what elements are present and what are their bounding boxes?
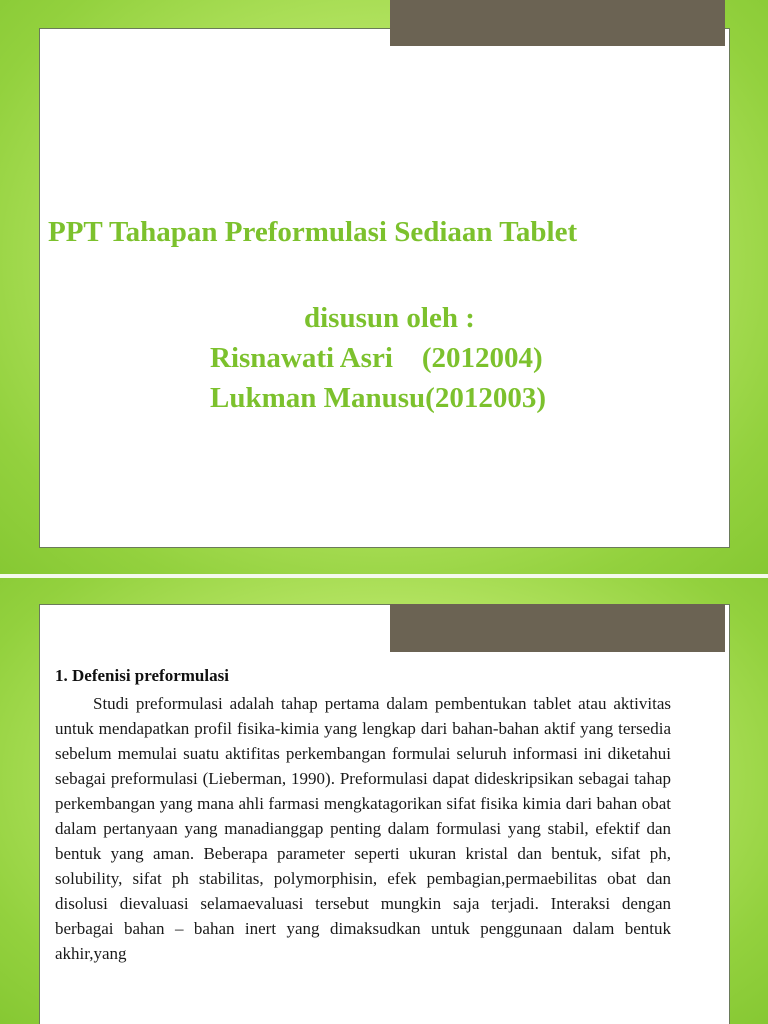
slide-definition	[0, 576, 768, 1024]
authors-label: disusun oleh :	[304, 302, 475, 334]
slide-accent-bar	[390, 604, 725, 652]
authors-block	[210, 298, 546, 418]
slide-content-card	[39, 28, 730, 548]
definition-paragraph: Studi preformulasi adalah tahap pertama dalam pembentukan tablet atau aktivitas untuk mendapatkan profil fisika-kimia yang lengkap dari bahan-bahan aktif yang tersedia sebelum memulai suatu aktifitas perkembangan formulai seluruh informasi ini diketahui sebagai preformulasi (Lieberman, 1990). Preformulasi dapat dideskripsikan sebagai tahap perkembangan yang mana ahli farmasi mengkatagorikan sifat fisika kimia dari bahan obat dalam pertanyaan yang manadianggap penting dalam formulasi yang stabil, efektif dan bentuk yang aman. Beberapa parameter seperti ukuran kristal dan bentuk, sifat ph, solubility, sifat ph stabilitas, polymorphisin, efek pembagian,permaebilitas obat dan disolusi dievaluasi selamaevaluasi tersebut mungkin saja terjadi. Interaksi dengan berbagai bahan – bahan inert yang dimaksudkan untuk penggunaan dalam bentuk akhir,yang	[55, 694, 671, 963]
slide-divider	[0, 574, 768, 578]
presentation-title: PPT Tahapan Preformulasi Sediaan Tablet	[48, 216, 578, 248]
author-line: Lukman Manusu(2012003)	[210, 382, 546, 414]
author-line: Risnawati Asri (2012004)	[210, 342, 543, 374]
section-heading: 1. Defenisi preformulasi	[55, 666, 229, 685]
slide-accent-bar	[390, 0, 725, 46]
